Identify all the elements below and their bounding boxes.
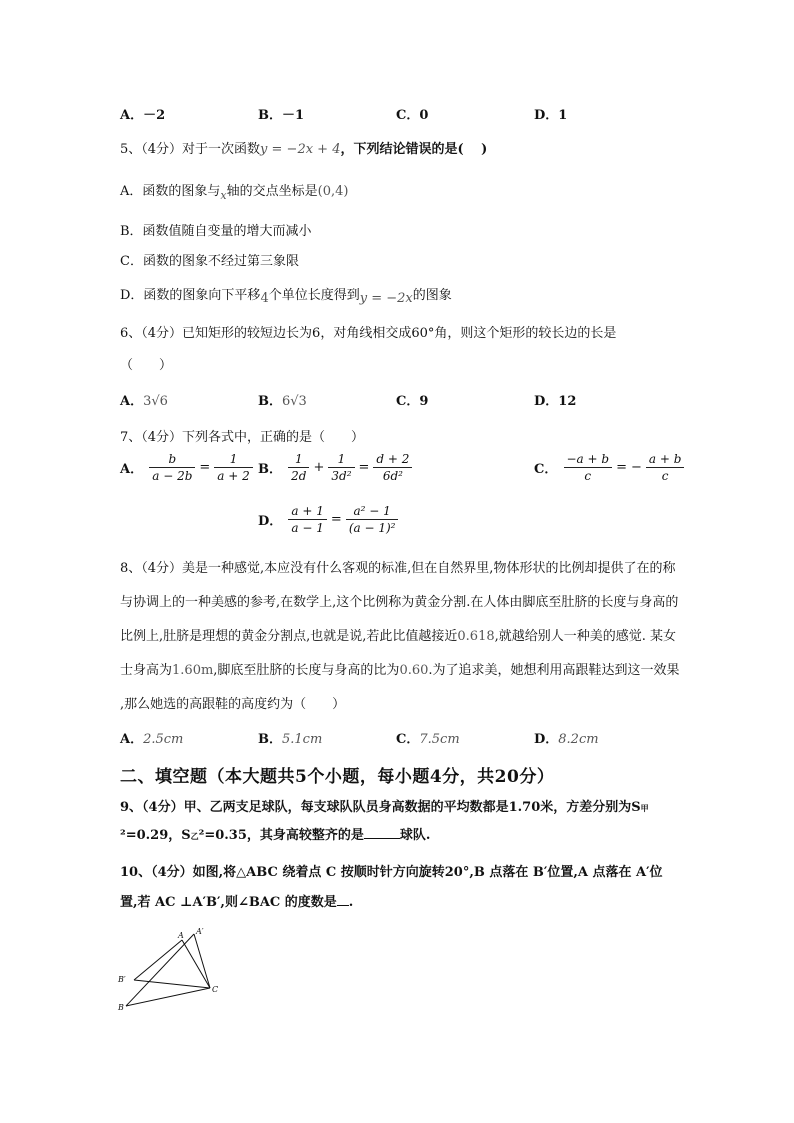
q7-option-a: A． $\frac{b}{a - 2b}$ = $\frac{1}{a + 2}$: [120, 452, 255, 483]
fraction: $\frac{1}{2d}$: [288, 452, 309, 483]
q5-stem: 5、（4分）对于一次函数y = −2x + 4，下列结论错误的是( ): [120, 142, 488, 157]
q6-option-b: B．6√3: [258, 394, 307, 409]
q5-option-c: C．函数的图象不经过第三象限: [120, 254, 299, 269]
q4-option-b: B．－1: [258, 108, 305, 123]
q8-option-b: B．5.1cm: [258, 732, 323, 747]
q5-option-d: D．函数的图象向下平移4个单位长度得到y = −2x的图象: [120, 288, 452, 306]
fraction: $\frac{a + b}{c}$: [646, 452, 685, 483]
label-C: C: [212, 985, 219, 994]
q7-option-d: D． $\frac{a + 1}{a - 1}$ = $\frac{\text{a² − 1}}{\text{(a − 1)²}}$: [258, 504, 400, 535]
fraction: $\frac{1}{a + 2}$: [214, 452, 252, 483]
q7-option-c: C． $\frac{-a + b}{c}$ = − $\frac{a + b}{c}$: [534, 452, 686, 483]
q8-option-c: C．7.5cm: [396, 732, 460, 747]
q4-option-d: D．1: [534, 108, 568, 123]
fraction: $\frac{b}{a - 2b}$: [149, 452, 195, 483]
fraction: $\frac{d + 2}{\text{6d²}}$: [373, 452, 412, 483]
q8-option-a: A．2.5cm: [120, 732, 184, 747]
label-B: B: [118, 1003, 124, 1012]
fraction: $\frac{a + 1}{a - 1}$: [288, 504, 326, 535]
q4-option-a: A．－2: [120, 108, 166, 123]
q6-option-c: C．9: [396, 394, 429, 409]
fraction: $\frac{\text{a² − 1}}{\text{(a − 1)²}}$: [346, 504, 399, 535]
q6-option-d: D．12: [534, 394, 577, 409]
q8-paragraph: 8、（4分）美是一种感觉,本应没有什么客观的标准,但在自然界里,物体形状的比例却提供了在的称与协调上的一种美感的参考,在数学上,这个比例称为黄金分割.在人体由脚底至肚脐的长度与身高的比例上,肚脐是理想的黄金分割点,也就是说,若此比值越接近0.618,就越给别人一种美的感觉. 某女士身高为1.60m,脚底至肚脐的长度与身高的比为0.60.为了追求美，她想利用高跟鞋达到这一效果 ,那么她选的高跟鞋的高度约为（ ）: [120, 561, 680, 712]
q7-option-b: B． $\frac{1}{2d}$ + $\frac{1}{\text{3d²}}$ = $\frac{d + 2}{\text{6d²}}$: [258, 452, 414, 483]
answer-blank[interactable]: [364, 826, 400, 839]
q5-option-a: A．函数的图象与$_x$轴的交点坐标是(0,4): [120, 184, 349, 202]
section-title: 二、填空题（本大题共5个小题，每小题4分，共20分）: [120, 767, 555, 787]
fraction: $\frac{-a + b}{c}$: [564, 452, 613, 483]
q6-stem: 6、（4分）已知矩形的较短边长为6，对角线相交成60°角，则这个矩形的较长边的长是: [120, 326, 617, 341]
q8-option-d: D．8.2cm: [534, 732, 599, 747]
q9-paragraph: 9、（4分）甲、乙两支足球队，每支球队队员身高数据的平均数都是1.70米，方差分别为S甲²=0.29，S乙²=0.35，其身高较整齐的是 球队.: [120, 800, 649, 843]
q10-paragraph: 10、（4分）如图,将△ABC 绕着点 C 按顺时针方向旋转20°,B 点落在 B′位置,A 点落在 A′位置,若 AC ⊥A′B′,则∠BAC 的度数是 .: [120, 865, 663, 910]
label-A-prime: A′: [196, 927, 204, 936]
label-A: A: [178, 931, 184, 940]
fraction: $\frac{1}{\text{3d²}}$: [328, 452, 354, 483]
q7-stem: 7、（4分）下列各式中，正确的是（ ）: [120, 430, 365, 445]
triangle-figure: [112, 924, 232, 1016]
q5-option-b: B．函数值随自变量的增大而减小: [120, 224, 312, 239]
q4-option-c: C．0: [396, 108, 429, 123]
answer-blank[interactable]: [337, 893, 349, 906]
q6-stem-cont: （ ）: [120, 358, 173, 373]
label-B-prime: B′: [118, 975, 126, 984]
q6-option-a: A．3√6: [120, 394, 168, 409]
